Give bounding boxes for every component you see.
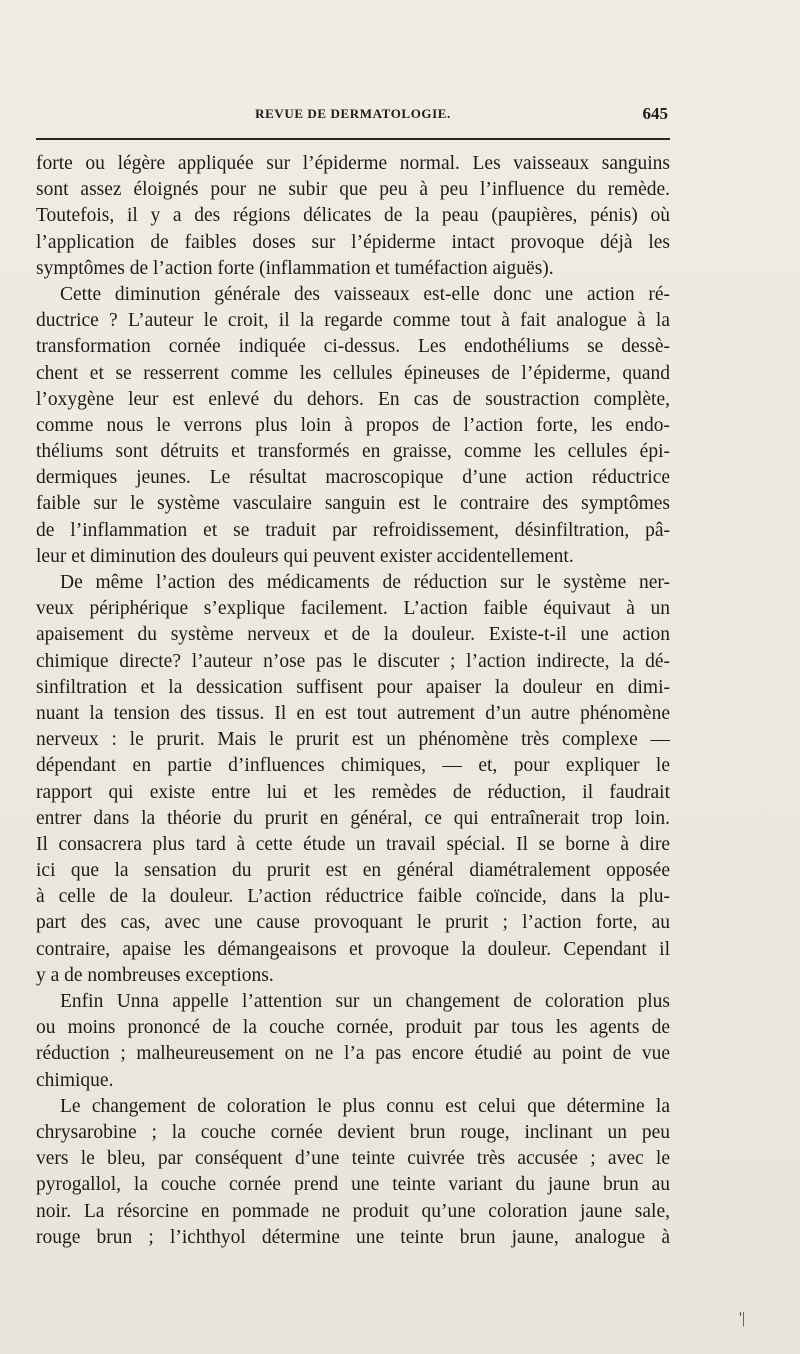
text-line: symptômes de l’action forte (inflammation et tuméfaction aiguës).: [36, 257, 554, 279]
text-line: sont assez éloignés pour ne subir que peu à peu l’influence du remède.: [36, 179, 670, 201]
text-line: veux périphérique s’explique facilement. L’action faible équivaut à un: [36, 598, 670, 620]
running-head: [36, 104, 670, 130]
text-line: chent et se resserrent comme les cellules épineuses de l’épiderme, quand: [36, 362, 670, 384]
text-line: noir. La résorcine en pommade ne produit qu’une coloration jaune sale,: [36, 1200, 670, 1222]
text-line: Toutefois, il y a des régions délicates de la peau (paupières, pénis) où: [36, 205, 670, 227]
text-line: l’oxygène leur est enlevé du dehors. En cas de soustraction complète,: [36, 388, 670, 410]
text-line: Le changement de coloration le plus connu est celui que détermine la: [60, 1095, 670, 1117]
text-line: nuant la tension des tissus. Il en est tout autrement d’un autre phénomène: [36, 702, 670, 724]
text-line: ou moins prononcé de la couche cornée, produit par tous les agents de: [36, 1017, 670, 1039]
text-line: Il consacrera plus tard à cette étude un travail spécial. Il se borne à dire: [36, 833, 670, 855]
text-line: faible sur le système vasculaire sanguin est le contraire des symptômes: [36, 493, 670, 515]
text-line: forte ou légère appliquée sur l’épiderme normal. Les vaisseaux sanguins: [36, 153, 670, 174]
text-line: à celle de la douleur. L’action réductrice faible coïncide, dans la plu-: [36, 886, 670, 908]
text-line: dépendant en partie d’influences chimiques, — et, pour expliquer le: [36, 755, 670, 777]
text-line: chimique.: [36, 1069, 114, 1091]
text-line: chrysarobine ; la couche cornée devient brun rouge, inclinant un peu: [36, 1121, 670, 1143]
text-line: entrer dans la théorie du prurit en général, ce qui entraînerait trop loin.: [36, 807, 670, 829]
text-line: ici que la sensation du prurit est en général diamétralement opposée: [36, 860, 670, 882]
text-line: transformation cornée indiquée ci-dessus. Les endothéliums se dessè-: [36, 336, 670, 358]
text-line: de l’inflammation et se traduit par refroidissement, désinfiltration, pâ-: [36, 519, 670, 541]
text-line: De même l’action des médicaments de réduction sur le système ner-: [60, 572, 670, 593]
text-line: Cette diminution générale des vaisseaux est-elle donc une action ré-: [60, 283, 670, 305]
text-line: chimique directe? l’auteur n’ose pas le discuter ; l’action indirecte, la dé-: [36, 650, 670, 672]
body-text: [36, 151, 670, 1251]
text-line: réduction ; malheureusement on ne l’a pas encore étudié au point de vue: [36, 1043, 670, 1065]
text-line: dermiques jeunes. Le résultat macroscopique d’une action réductrice: [36, 467, 670, 489]
text-line: l’application de faibles doses sur l’épiderme intact provoque déjà les: [36, 231, 670, 253]
text-line: vers le bleu, par conséquent d’une teinte cuivrée très accusée ; avec le: [36, 1148, 670, 1170]
page-number: 645: [642, 104, 668, 123]
text-line: pyrogallol, la couche cornée prend une teinte variant du jaune brun au: [36, 1174, 670, 1196]
text-line: leur et diminution des douleurs qui peuvent exister accidentellement.: [36, 545, 574, 567]
text-line: rouge brun ; l’ichthyol détermine une teinte brun jaune, analogue à: [36, 1226, 670, 1248]
running-title: REVUE DE DERMATOLOGIE.: [255, 106, 451, 121]
corner-mark: '|: [739, 1310, 746, 1327]
text-line: ductrice ? L’auteur le croit, il la regarde comme tout à fait analogue à la: [36, 310, 670, 332]
text-line: Enfin Unna appelle l’attention sur un changement de coloration plus: [60, 991, 670, 1012]
text-line: rapport qui existe entre lui et les remèdes de réduction, il faudrait: [36, 781, 670, 803]
text-line: contraire, apaise les démangeaisons et provoque la douleur. Cependant il: [36, 938, 670, 960]
text-line: comme nous le verrons plus loin à propos de l’action forte, les endo-: [36, 414, 670, 436]
header-rule: [36, 138, 670, 140]
text-line: apaisement du système nerveux et de la douleur. Existe-t-il une action: [36, 624, 670, 646]
text-line: y a de nombreuses exceptions.: [36, 964, 274, 986]
text-line: théliums sont détruits et transformés en graisse, comme les cellules épi-: [36, 441, 670, 463]
text-line: nerveux : le prurit. Mais le prurit est un phénomène très complexe —: [36, 729, 670, 751]
text-line: part des cas, avec une cause provoquant le prurit ; l’action forte, au: [36, 912, 670, 934]
text-line: sinfiltration et la dessication suffisent pour apaiser la douleur en dimi-: [36, 676, 670, 698]
